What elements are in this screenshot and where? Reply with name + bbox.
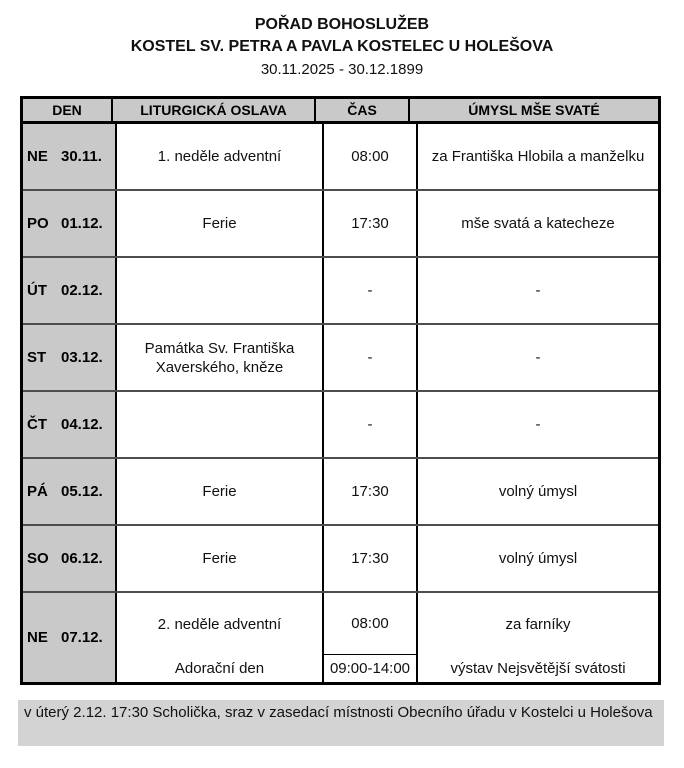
time-cell: 08:00 <box>322 124 416 189</box>
day-date: 06.12. <box>61 550 103 567</box>
celebration-cell: Ferie <box>115 459 322 524</box>
footer-note: v úterý 2.12. 17:30 Scholička, sraz v zasedací místnosti Obecního úřadu v Kostelci u Holešova <box>18 700 664 746</box>
time-cell: 17:30 <box>322 459 416 524</box>
day-abbr: NE <box>27 629 48 646</box>
day-abbr: NE <box>27 148 48 165</box>
celebration-secondary: Adorační den <box>174 660 265 677</box>
document-title: POŘAD BOHOSLUŽEB <box>254 16 430 33</box>
intention-cell: volný úmysl <box>416 526 658 591</box>
table-row <box>23 124 658 189</box>
intention-cell: mše svatá a katecheze <box>416 191 658 256</box>
time-cell: - <box>322 392 416 457</box>
table-row <box>23 524 658 591</box>
date-range: 30.11.2025 - 30.12.1899 <box>260 61 424 78</box>
day-cell <box>23 191 115 256</box>
celebration-cell: Ferie <box>115 526 322 591</box>
celebration-cell: Ferie <box>115 191 322 256</box>
celebration-cell <box>115 392 322 457</box>
table-row <box>23 591 658 682</box>
celebration-cell: 1. neděle adventní <box>115 124 322 189</box>
time-cell <box>322 593 416 682</box>
day-abbr: SO <box>27 550 49 567</box>
day-date: 04.12. <box>61 416 103 433</box>
day-abbr: PÁ <box>27 483 48 500</box>
table-row <box>23 256 658 323</box>
celebration-main: 2. neděle adventní <box>157 615 282 633</box>
day-abbr: ČT <box>27 416 47 433</box>
intention-cell: za Františka Hlobila a manželku <box>416 124 658 189</box>
day-cell <box>23 258 115 323</box>
day-cell <box>23 526 115 591</box>
intention-cell: volný úmysl <box>416 459 658 524</box>
day-date: 30.11. <box>61 148 102 165</box>
header-day: DEN <box>52 102 82 118</box>
intention-cell: - <box>416 258 658 323</box>
table-header-row <box>23 99 658 124</box>
day-cell <box>23 325 115 390</box>
header-time: ČAS <box>314 99 408 121</box>
table-row <box>23 323 658 390</box>
day-date: 03.12. <box>61 349 103 366</box>
time-cell: - <box>322 258 416 323</box>
header-celebration: LITURGICKÁ OSLAVA <box>111 99 314 121</box>
intention-secondary: výstav Nejsvětější svátosti <box>450 660 626 677</box>
time-cell: 17:30 <box>322 191 416 256</box>
schedule-table <box>20 96 661 685</box>
time-cell: 17:30 <box>322 526 416 591</box>
intention-cell <box>416 593 658 682</box>
day-date: 01.12. <box>61 215 103 232</box>
celebration-cell <box>115 258 322 323</box>
day-abbr: ST <box>27 349 47 366</box>
table-row <box>23 390 658 457</box>
intention-main: za farníky <box>505 615 571 633</box>
day-date: 02.12. <box>61 282 103 299</box>
intention-cell: - <box>416 325 658 390</box>
day-date: 05.12. <box>61 483 103 500</box>
time-main: 08:00 <box>351 615 389 632</box>
celebration-cell: Památka Sv. Františka Xaverského, kněze <box>115 325 322 390</box>
day-cell <box>23 124 115 189</box>
time-cell: - <box>322 325 416 390</box>
document-header <box>0 14 684 80</box>
table-row <box>23 189 658 256</box>
table-row <box>23 457 658 524</box>
day-cell <box>23 392 115 457</box>
day-abbr: ÚT <box>27 282 47 299</box>
day-date: 07.12. <box>61 629 103 646</box>
day-cell <box>23 459 115 524</box>
header-intention: ÚMYSL MŠE SVATÉ <box>408 99 658 121</box>
day-abbr: PO <box>27 215 49 232</box>
time-secondary: 09:00-14:00 <box>324 654 416 682</box>
celebration-cell <box>115 593 322 682</box>
day-cell <box>23 593 115 682</box>
church-name: KOSTEL SV. PETRA A PAVLA KOSTELEC U HOLEŠOVA <box>130 38 554 55</box>
intention-cell: - <box>416 392 658 457</box>
